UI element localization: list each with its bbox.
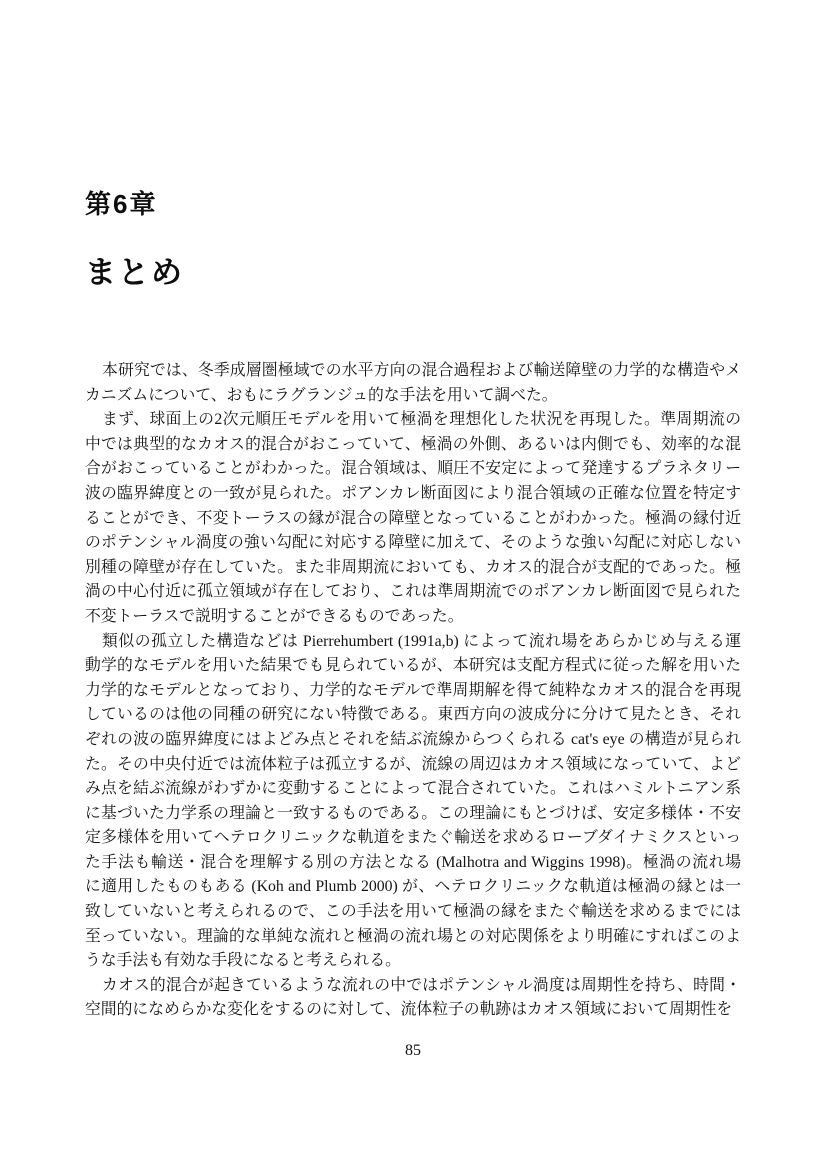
text-line: カニズムについて、おもにラグランジュ的な手法を用いて調べた。 — [85, 386, 558, 404]
text-line: 別種の障壁が存在していた。また非周期流においても、カオス的混合が支配的であった。極 — [85, 558, 741, 576]
text-line: カオス的混合が起きているような流れの中ではポテンシャル渦度は周期性を持ち、時間・ — [102, 976, 741, 994]
text-line: 至っていない。理論的な単純な流れと極渦の流れ場との対応関係をより明確にすればこのよ — [85, 927, 741, 945]
chapter-title-heading: まとめ — [85, 255, 184, 290]
text-line: 類似の孤立した構造などは Pierrehumbert (1991a,b) によって流れ場をあらかじめ与える運 — [102, 632, 741, 650]
text-line: のポテンシャル渦度の強い勾配に対応する障壁に加えて、そのような強い勾配に対応しない — [85, 534, 741, 552]
text-line: た手法も輸送・混合を理解する別の方法となる (Malhotra and Wiggins 1998)。極渦の流れ場 — [85, 853, 741, 871]
text-line: た。その中央付近では流体粒子は孤立するが、流線の周辺はカオス領域になっていて、よど — [85, 755, 741, 773]
text-line: 本研究では、冬季成層圏極域での水平方向の混合過程および輸送障壁の力学的な構造やメ — [102, 362, 741, 379]
text-line: 波の臨界緯度との一致が見られた。ポアンカレ断面図により混合領域の正確な位置を特定す — [85, 484, 741, 502]
text-line: 中では典型的なカオス的混合がおこっていて、極渦の外側、あるいは内側でも、効率的な混 — [85, 435, 741, 453]
text-line: 定多様体を用いてヘテロクリニックな軌道をまたぐ輸送を求めるローブダイナミクスといっ — [85, 829, 741, 847]
text-line: に基づいた力学系の理論と一致するものである。この理論にもとづけば、安定多様体・不安 — [85, 804, 741, 822]
text-line: 動学的なモデルを用いた結果でも見られているが、本研究は支配方程式に従った解を用いた — [85, 657, 741, 675]
text-line: に適用したものもある (Koh and Plumb 2000) が、ヘテロクリニックな軌道は極渦の縁とは一 — [85, 878, 741, 896]
text-line: 力学的なモデルとなっており、力学的なモデルで準周期解を得て純粋なカオス的混合を再現 — [85, 681, 741, 699]
paragraph — [85, 408, 741, 629]
text-line: ぞれの波の臨界緯度にはよどみ点とそれを結ぶ流線からつくられる cat's eye の構造が見られ — [85, 730, 741, 748]
text-line: み点を結ぶ流線がわずかに変動することによって混合されていた。これはハミルトニアン系 — [85, 780, 741, 798]
text-line: 渦の中心付近に孤立領域が存在しており、これは準周期流でのポアンカレ断面図で見られた — [85, 583, 741, 601]
text-line: うな手法も有効な手段になると考えられる。 — [85, 952, 401, 970]
chapter-number-heading: 第6章 — [85, 189, 158, 219]
text-line: 合がおこっていることがわかった。混合領域は、順圧不安定によって発達するプラネタリー — [85, 460, 741, 478]
paragraph — [85, 630, 741, 974]
text-line: 不変トーラスで説明することができるものであった。 — [85, 607, 464, 625]
text-line: 空間的になめらかな変化をするのに対して、流体粒子の軌跡はカオス領域において周期性を — [85, 1001, 733, 1019]
text-line: まず、球面上の2次元順圧モデルを用いて極渦を理想化した状況を再現した。準周期流の — [102, 411, 741, 429]
body-text — [85, 359, 741, 1023]
text-line: しているのは他の同種の研究にない特徴である。東西方向の波成分に分けて見たとき、それ — [85, 706, 741, 724]
page-number: 85 — [405, 1042, 421, 1059]
text-line: ることができ、不変トーラスの縁が混合の障壁となっていることがわかった。極渦の縁付近 — [85, 509, 741, 527]
paragraph — [85, 974, 741, 1023]
paragraph — [85, 359, 741, 408]
text-line: 致していないと考えられるので、この手法を用いて極渦の縁をまたぐ輸送を求めるまでには — [85, 903, 741, 921]
